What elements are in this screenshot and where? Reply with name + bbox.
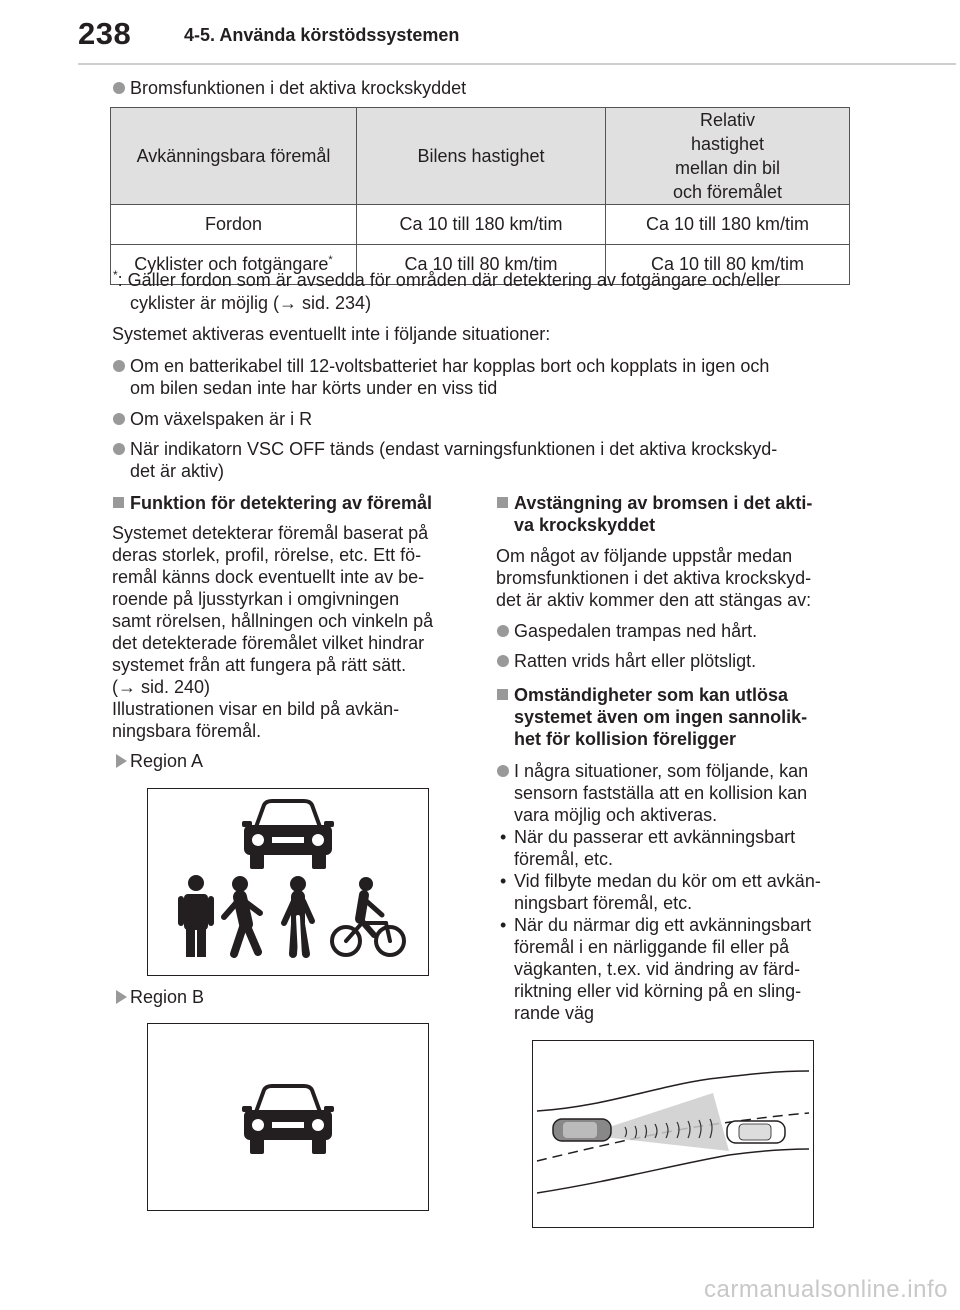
section-heading-brake-off: Avstängning av bromsen i det akti- va krockskyddet <box>514 492 812 536</box>
car-pedestrian-cyclist-icon <box>148 789 428 975</box>
chapter-title: 4-5. Använda körstödssystemen <box>184 25 460 45</box>
square-icon <box>497 689 508 700</box>
table-header-cell: Relativ hastighet mellan din bil och föremålet <box>606 108 850 205</box>
footnote-line2: cyklister är möjlig (→ sid. 234) <box>130 293 372 313</box>
dot-item: • När du närmar dig ett avkänningsbart föremål i en närliggande fil eller på vägkanten, t.ex. vid ändring av färd- riktning eller vid körning på en sling- rande väg <box>500 915 812 1023</box>
dot-item: • Vid filbyte medan du kör om ett avkän- ningsbart föremål, etc. <box>500 871 821 913</box>
brake-off-bullet: Ratten vrids hårt eller plötsligt. <box>514 650 756 672</box>
section-heading-detection: Funktion för detektering av föremål <box>130 492 432 514</box>
header-divider <box>78 63 956 65</box>
table-cell: Fordon <box>111 205 357 245</box>
region-b-illustration <box>147 1023 429 1211</box>
bullet-icon <box>113 360 125 372</box>
condition-item: Om en batterikabel till 12-voltsbatteriet har kopplas bort och kopplats in igen och om bilen sedan inte har körts under en viss tid <box>130 355 769 399</box>
own-car-icon <box>553 1119 611 1141</box>
condition-item: Om växelspaken är i R <box>130 408 312 430</box>
winding-road-illustration <box>532 1040 814 1228</box>
table-header-cell: Bilens hastighet <box>357 108 606 205</box>
footnote: *: Gäller fordon som är avsedda för områden där detektering av fotgängare och/eller <box>113 268 781 290</box>
region-b-label: Region B <box>130 986 204 1008</box>
table-header-cell: Avkänningsbara föremål <box>111 108 357 205</box>
road-radar-icon <box>533 1041 813 1227</box>
table-cell: Ca 10 till 180 km/tim <box>357 205 606 245</box>
target-car-icon <box>727 1121 785 1143</box>
intro-bullet: Bromsfunktionen i det aktiva krockskyddet <box>130 77 466 99</box>
square-icon <box>497 497 508 508</box>
table-cell: Ca 10 till 180 km/tim <box>606 205 850 245</box>
system-intro: Systemet aktiveras eventuellt inte i följande situationer: <box>112 324 551 344</box>
condition-item: När indikatorn VSC OFF tänds (endast varningsfunktionen i det aktiva krockskyd- det är aktiv) <box>130 438 777 482</box>
square-icon <box>113 497 124 508</box>
brake-off-bullet: Gaspedalen trampas ned hårt. <box>514 620 757 642</box>
detection-table <box>110 107 850 285</box>
table-cell: Cyklister och fotgängare* <box>111 245 357 285</box>
bullet-icon <box>113 413 125 425</box>
page-number: 238 <box>78 16 132 51</box>
region-a-illustration <box>147 788 429 976</box>
table-cell: Ca 10 till 80 km/tim <box>357 245 606 285</box>
car-icon <box>148 1024 428 1210</box>
arrow-icon <box>116 990 127 1004</box>
detection-body: Systemet detekterar föremål baserat på deras storlek, profil, rörelse, etc. Ett fö- remål känns dock eventuellt inte av be- roende på ljusstyrkan i omgivningen samt rörelsen, hållningen och vinkeln på det detekterade föremålet vilket hindrar systemet från att fungera på rätt sätt. (→ sid. 240) Illustrationen visar en bild på avkän- ningsbara föremål. <box>112 523 434 741</box>
table-header-row <box>111 108 850 205</box>
bullet-icon <box>497 655 509 667</box>
bullet-icon <box>113 82 125 94</box>
circumstance-bullet: I några situationer, som följande, kan sensorn fastställa att en kollision kan vara möjlig och aktiveras. <box>514 760 808 826</box>
dot-item: • När du passerar ett avkänningsbart föremål, etc. <box>500 827 796 869</box>
table-row <box>111 205 850 245</box>
section-heading-circumstances: Omständigheter som kan utlösa systemet även om ingen sannolik- het för kollision föreligger <box>514 684 807 750</box>
watermark: carmanualsonline.info <box>704 1276 948 1303</box>
bullet-icon <box>497 765 509 777</box>
region-a-label: Region A <box>130 750 203 772</box>
brake-off-body: Om något av följande uppstår medan bromsfunktionen i det aktiva krockskyd- det är aktiv kommer den att stängas av: <box>496 546 812 610</box>
arrow-icon <box>116 754 127 768</box>
bullet-icon <box>113 443 125 455</box>
bullet-icon <box>497 625 509 637</box>
table-cell: Ca 10 till 80 km/tim <box>606 245 850 285</box>
